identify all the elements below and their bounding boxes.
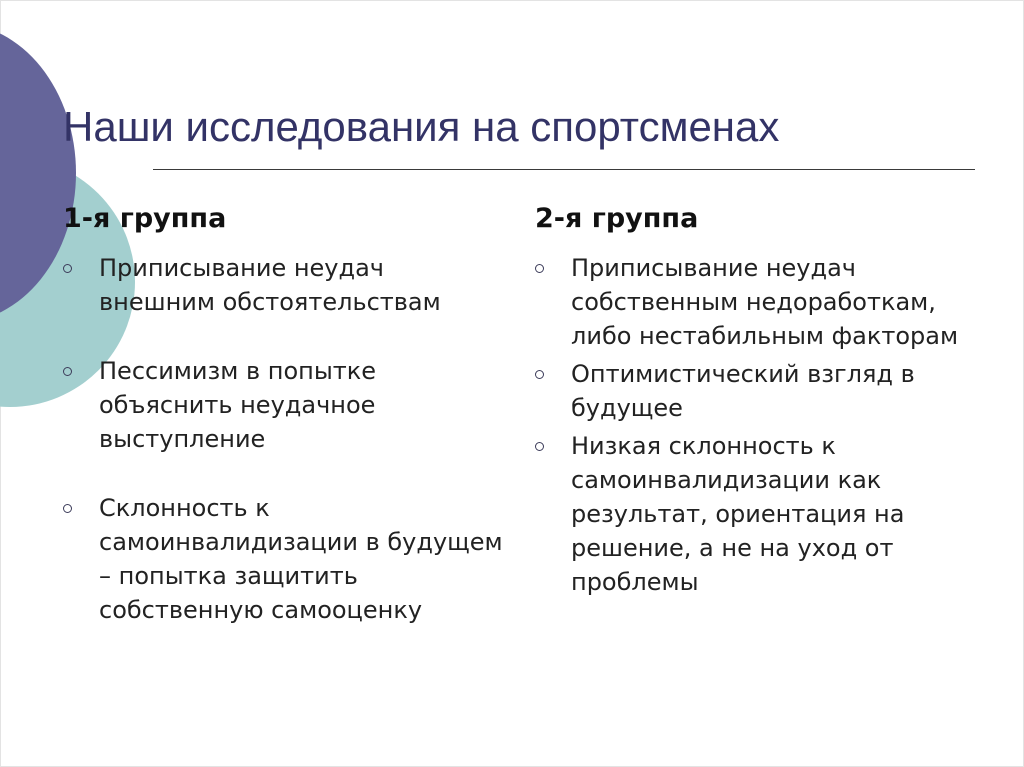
- list-item-text: Пессимизм в попытке объяснить неудачное выступление: [99, 357, 377, 453]
- group-2-list: [535, 251, 975, 599]
- list-item: [535, 357, 975, 425]
- list-item: [535, 251, 975, 353]
- group-1-list: [63, 251, 503, 627]
- circle-outline-bullet-icon: [535, 370, 544, 379]
- column-heading-group-1: 1-я группа: [63, 203, 227, 234]
- list-item: [63, 491, 503, 627]
- title-divider: [153, 169, 975, 170]
- list-item: [63, 354, 503, 456]
- circle-outline-bullet-icon: [535, 264, 544, 273]
- column-heading-group-2: 2-я группа: [535, 203, 699, 234]
- circle-outline-bullet-icon: [63, 264, 72, 273]
- list-item-text: Склонность к самоинвалидизации в будущем – попытка защитить собственную самооценку: [99, 494, 503, 624]
- list-item-text: Оптимистический взгляд в будущее: [571, 360, 915, 422]
- circle-outline-bullet-icon: [63, 367, 72, 376]
- list-item-text: Приписывание неудач собственным недоработкам, либо нестабильным факторам: [571, 254, 959, 350]
- circle-outline-bullet-icon: [63, 504, 72, 513]
- list-item-text: Приписывание неудач внешним обстоятельствам: [99, 254, 441, 316]
- list-item: [63, 251, 503, 319]
- slide-title: Наши исследования на спортсменах: [63, 103, 780, 150]
- circle-outline-bullet-icon: [535, 442, 544, 451]
- list-item: [535, 429, 975, 599]
- list-item-text: Низкая склонность к самоинвалидизации как результат, ориентация на решение, а не на уход от проблемы: [571, 432, 905, 596]
